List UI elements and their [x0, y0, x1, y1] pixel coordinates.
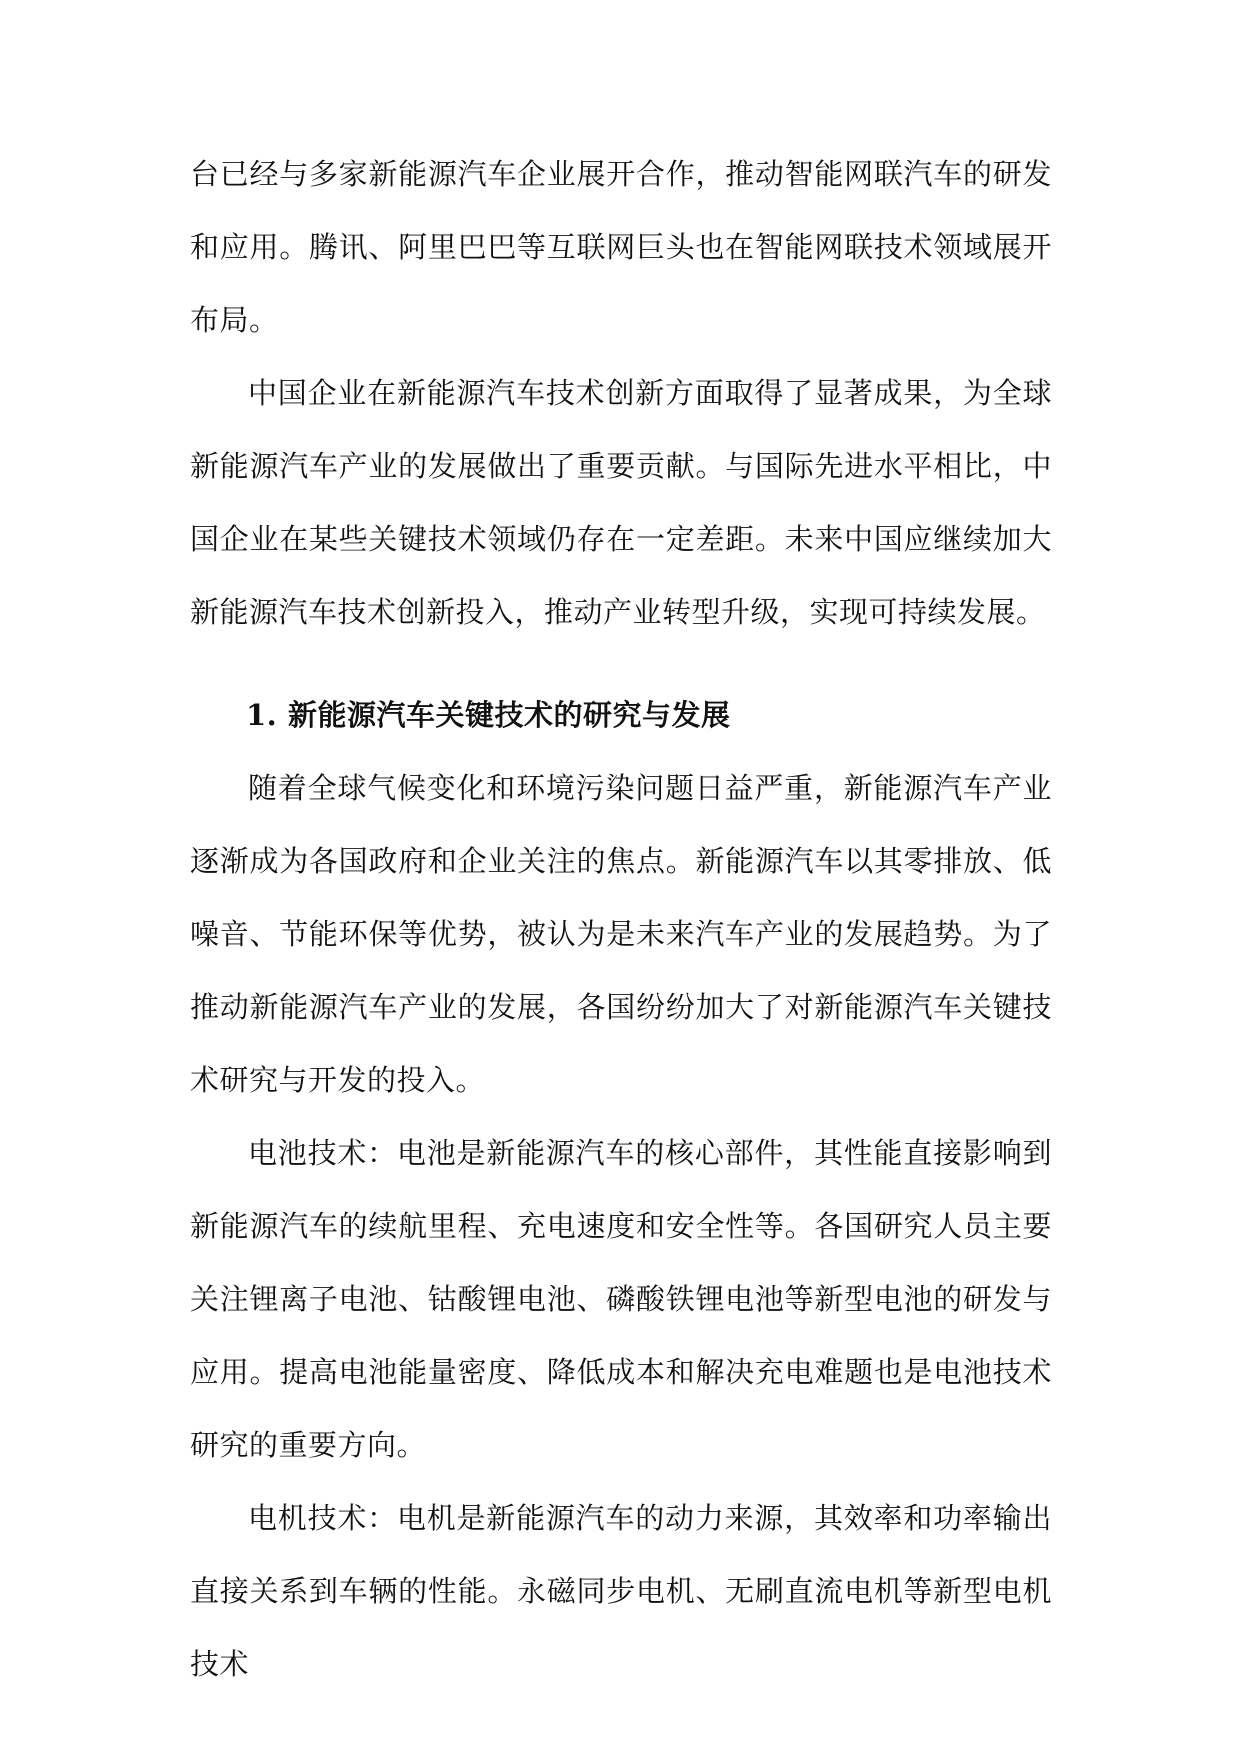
section-spacer	[190, 649, 1052, 679]
paragraph-motor: 电机技术：电机是新能源汽车的动力来源，其效率和功率输出直接关系到车辆的性能。永磁同步电机、无刷直流电机等新型电机技术	[190, 1501, 1052, 1681]
document-body	[190, 138, 1052, 1701]
section-title: 新能源汽车关键技术的研究与发展	[288, 698, 731, 732]
section-heading	[190, 679, 1052, 752]
paragraph-continued: 台已经与多家新能源汽车企业展开合作，推动智能网联汽车的研发和应用。腾讯、阿里巴巴等互联网巨头也在智能网联技术领域展开布局。	[190, 157, 1052, 337]
paragraph-battery: 电池技术：电池是新能源汽车的核心部件，其性能直接影响到新能源汽车的续航里程、充电速度和安全性等。各国研究人员主要关注锂离子电池、钴酸锂电池、磷酸铁锂电池等新型电池的研发与应用。提高电池能量密度、降低成本和解决充电难题也是电池技术研究的重要方向。	[190, 1136, 1052, 1462]
paragraph-innovation: 中国企业在新能源汽车技术创新方面取得了显著成果，为全球新能源汽车产业的发展做出了重要贡献。与国际先进水平相比，中国企业在某些关键技术领域仍存在一定差距。未来中国应继续加大新能源汽车技术创新投入，推动产业转型升级，实现可持续发展。	[190, 376, 1052, 629]
paragraph-intro: 随着全球气候变化和环境污染问题日益严重，新能源汽车产业逐渐成为各国政府和企业关注的焦点。新能源汽车以其零排放、低噪音、节能环保等优势，被认为是未来汽车产业的发展趋势。为了推动新能源汽车产业的发展，各国纷纷加大了对新能源汽车关键技术研究与开发的投入。	[190, 771, 1052, 1097]
section-number: 1.	[246, 698, 278, 732]
